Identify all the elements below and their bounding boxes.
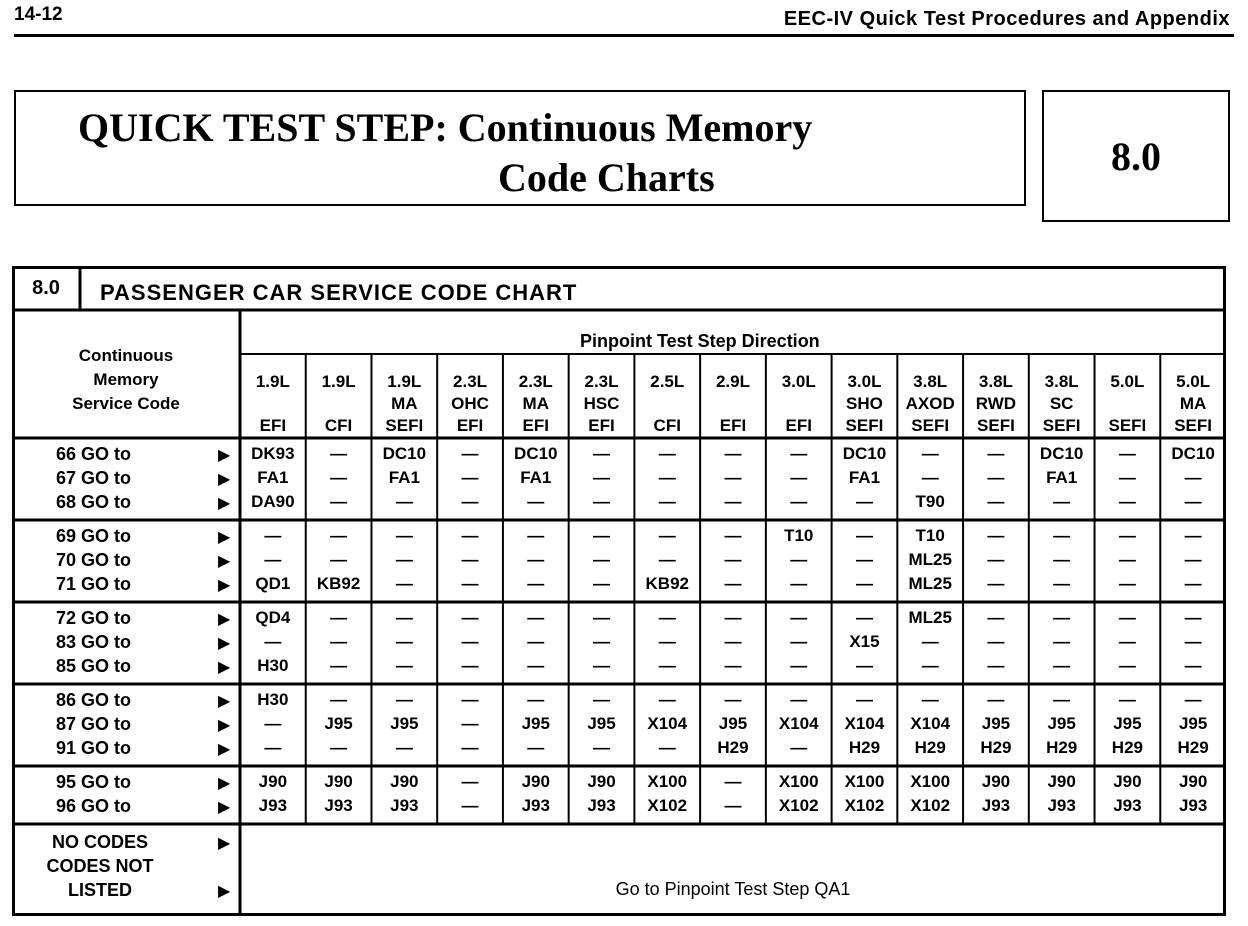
running-head: EEC-IV Quick Test Procedures and Appendix [783,8,1230,30]
code-cell: — [790,690,808,709]
code-cell: J90 [521,772,550,791]
code-cell: — [1053,492,1071,511]
column-header-bottom: EFI [588,416,615,435]
code-cell: — [395,574,413,593]
code-cell: J90 [1047,772,1076,791]
arrow-icon: ▶ [218,553,231,570]
code-cell: FA1 [257,468,289,487]
code-cell: X104 [844,714,885,733]
code-cell: — [1184,690,1202,709]
code-cell: J90 [390,772,419,791]
code-cell: J93 [1047,796,1076,815]
code-cell: — [790,574,808,593]
title-box [14,90,1026,206]
arrow-icon: ▶ [218,799,231,816]
code-cell: — [593,608,611,627]
service-code-label: 68 GO to [56,492,132,512]
code-cell: — [527,574,545,593]
code-cell: — [855,492,873,511]
header-rule [14,34,1234,37]
code-cell: — [395,492,413,511]
code-cell: — [987,444,1005,463]
arrow-icon: ▶ [218,495,231,512]
code-cell: — [461,444,479,463]
code-cell: — [395,632,413,651]
code-cell: X102 [844,796,885,815]
code-cell: H29 [1111,738,1143,757]
code-cell: J93 [390,796,419,815]
code-cell: — [1053,608,1071,627]
code-cell: J93 [981,796,1011,815]
code-cell: H29 [1046,738,1078,757]
code-cell: — [1118,492,1136,511]
code-cell: — [855,526,873,545]
code-cell: H29 [848,738,881,757]
code-cell: — [987,608,1005,627]
arrow-icon: ▶ [218,447,231,464]
code-cell: J90 [587,772,616,791]
code-cell: — [330,608,348,627]
code-cell: — [921,632,939,651]
code-cell: QD1 [255,574,291,593]
code-cell: — [461,468,479,487]
column-header-top: 5.0L [1110,372,1145,391]
code-cell: H29 [980,738,1012,757]
code-cell: J95 [390,714,419,733]
service-code-label: 66 GO to [56,444,132,464]
code-cell: — [724,550,742,569]
code-cell: FA1 [848,468,881,487]
code-cell: DC10 [1171,444,1215,463]
column-header-bottom: SEFI [1108,416,1147,435]
code-cell: — [724,632,742,651]
column-header-bottom: EFI [785,416,812,435]
code-cell: — [855,574,873,593]
code-cell: — [724,796,742,815]
code-cell: — [461,738,479,757]
code-cell: — [855,550,873,569]
code-cell: — [1118,550,1136,569]
code-cell: — [395,526,413,545]
code-cell: — [461,608,479,627]
arrow-icon: ▶ [218,577,231,594]
code-cell: DC10 [514,444,558,463]
code-cell: X100 [910,772,951,791]
code-cell: — [987,550,1005,569]
code-cell: — [658,690,676,709]
code-cell: — [987,526,1005,545]
column-header-bottom: CFI [324,416,353,435]
arrow-icon: ▶ [218,693,231,710]
code-cell: FA1 [388,468,420,487]
code-cell: — [1184,550,1202,569]
code-cell: — [724,608,742,627]
code-cell: — [724,444,742,463]
code-cell: — [987,656,1005,675]
code-cell: — [527,738,545,757]
code-cell: DK93 [251,444,295,463]
code-cell: — [395,550,413,569]
code-cell: J90 [324,772,353,791]
code-cell: — [461,574,479,593]
arrow-icon: ▶ [218,635,231,652]
code-cell: — [593,656,611,675]
code-cell: — [461,714,479,733]
code-cell: — [921,656,939,675]
code-cell: J93 [324,796,353,815]
column-header-top: 3.8L [1044,372,1079,391]
code-cell: FA1 [1046,468,1078,487]
code-cell: — [790,738,808,757]
code-cell: — [1118,526,1136,545]
section-title: PASSENGER CAR SERVICE CODE CHART [100,280,578,305]
code-cell: X100 [844,772,885,791]
code-cell: — [724,772,742,791]
arrow-icon: ▶ [218,717,231,734]
code-cell: — [987,632,1005,651]
code-cell: — [1184,492,1202,511]
code-cell: — [461,550,479,569]
code-cell: T10 [784,526,814,545]
footer-instruction: Go to Pinpoint Test Step QA1 [615,879,851,899]
code-cell: — [855,656,873,675]
code-cell: — [1053,656,1071,675]
code-cell: — [1053,550,1071,569]
code-cell: — [527,526,545,545]
code-cell: — [264,550,282,569]
column-header-top: 1.9L [321,372,356,391]
column-header-top: RWD [975,394,1017,413]
code-cell: — [527,656,545,675]
code-cell: — [330,444,348,463]
code-cell: — [593,738,611,757]
code-cell: KB92 [316,574,361,593]
column-header-bottom: SEFI [385,416,424,435]
code-cell: — [724,526,742,545]
service-code-label: 86 GO to [56,690,132,710]
arrow-icon: ▶ [218,611,231,628]
code-cell: — [330,468,348,487]
code-cell: — [987,690,1005,709]
column-header-top: MA [522,394,549,413]
code-cell: ML25 [908,574,952,593]
code-cell: — [461,526,479,545]
code-cell: — [658,632,676,651]
service-code-label: 83 GO to [56,632,132,652]
code-cell: — [1118,608,1136,627]
code-cell: H30 [257,690,289,709]
code-cell: J95 [718,714,748,733]
code-cell: — [658,492,676,511]
code-cell: — [1184,526,1202,545]
arrow-icon: ▶ [218,529,231,546]
arrow-icon: ▶ [218,883,231,900]
code-cell: J93 [1113,796,1142,815]
code-cell: — [1118,468,1136,487]
code-cell: FA1 [520,468,552,487]
column-header-bottom: SEFI [1042,416,1081,435]
code-cell: — [658,656,676,675]
code-cell: — [264,632,282,651]
column-header-top: 3.8L [913,372,948,391]
column-header-top: 3.8L [978,372,1013,391]
code-cell: — [1053,574,1071,593]
code-cell: — [330,690,348,709]
code-cell: — [395,608,413,627]
column-header-bottom: SEFI [845,416,884,435]
code-cell: — [1118,444,1136,463]
service-code-label: 69 GO to [56,526,132,546]
section-number: 8.0 [32,277,60,299]
service-code-label: 85 GO to [56,656,132,676]
code-cell: J95 [324,714,353,733]
code-cell: KB92 [645,574,689,593]
code-cell: J95 [981,714,1011,733]
code-cell: — [1184,608,1202,627]
code-cell: H29 [914,738,946,757]
code-cell: — [593,632,611,651]
code-cell: — [790,656,808,675]
code-cell: — [527,608,545,627]
code-cell: — [987,468,1005,487]
code-cell: — [658,608,676,627]
column-header-top: AXOD [905,394,955,413]
code-cell: — [461,656,479,675]
arrow-icon: ▶ [218,659,231,676]
code-cell: — [724,492,742,511]
code-cell: J95 [1047,714,1076,733]
code-cell: — [395,738,413,757]
code-cell: J95 [521,714,550,733]
code-cell: — [790,550,808,569]
code-cell: X100 [778,772,819,791]
column-header-top: HSC [583,394,620,413]
column-header-bottom: SEFI [911,416,950,435]
service-code-label: 67 GO to [56,468,132,488]
column-header-top: 2.9L [715,372,750,391]
code-cell: — [1184,574,1202,593]
code-cell: ML25 [908,550,952,569]
code-cell: J93 [1178,796,1208,815]
column-header-top: OHC [451,394,489,413]
step-number-box [1042,90,1230,222]
code-cell: — [593,526,611,545]
code-cell: J90 [1113,772,1142,791]
code-cell: — [658,550,676,569]
column-header-top: 2.3L [518,372,553,391]
code-cell: — [395,656,413,675]
code-cell: — [527,492,545,511]
service-code-label: 71 GO to [56,574,132,594]
code-cell: J95 [1113,714,1142,733]
code-cell: — [921,690,939,709]
row-header-line: Continuous [78,346,174,365]
footer-label: NO CODES [51,832,148,852]
column-header-top: SC [1049,394,1074,413]
code-cell: — [395,690,413,709]
title-line-1: QUICK TEST STEP: Continuous Memory [78,105,813,150]
column-header-top: 3.0L [847,372,882,391]
code-cell: T10 [915,526,945,545]
code-cell: — [1053,632,1071,651]
code-cell: — [1184,468,1202,487]
code-cell: — [921,444,939,463]
code-cell: X102 [778,796,819,815]
code-cell: — [461,690,479,709]
arrow-icon: ▶ [218,471,231,488]
code-cell: — [593,690,611,709]
code-cell: DC10 [382,444,427,463]
code-cell: — [330,526,348,545]
column-header-top: 2.3L [453,372,488,391]
code-cell: — [461,796,479,815]
code-cell: J90 [1178,772,1208,791]
arrow-icon: ▶ [218,741,231,758]
code-cell: — [724,656,742,675]
arrow-icon: ▶ [218,775,231,792]
code-cell: — [461,492,479,511]
column-header-top: 5.0L [1176,372,1211,391]
code-cell: — [1053,526,1071,545]
code-cell: — [724,468,742,487]
code-cell: J90 [258,772,288,791]
column-header-top: 2.3L [584,372,619,391]
code-cell: — [724,574,742,593]
code-cell: — [1184,656,1202,675]
code-cell: X104 [910,714,951,733]
footer-label: LISTED [67,880,132,900]
code-cell: — [330,492,348,511]
code-cell: J95 [1178,714,1208,733]
code-cell: X102 [910,796,951,815]
code-cell: H30 [257,656,289,675]
column-header-top: 3.0L [781,372,816,391]
code-cell: — [593,492,611,511]
code-cell: — [264,714,282,733]
service-code-label: 72 GO to [56,608,132,628]
code-cell: — [593,468,611,487]
code-cell: — [527,632,545,651]
code-cell: — [855,690,873,709]
code-cell: J90 [981,772,1011,791]
code-cell: — [593,574,611,593]
code-cell: H29 [1177,738,1209,757]
page-number: 14-12 [14,4,63,25]
column-header-top: MA [1179,394,1207,413]
row-header-line: Memory [93,370,159,389]
service-code-label: 91 GO to [56,738,132,758]
code-cell: — [1118,690,1136,709]
service-code-label: 87 GO to [56,714,132,734]
code-cell: — [790,492,808,511]
code-cell: — [658,444,676,463]
code-cell: — [593,550,611,569]
column-header-bottom: EFI [719,416,747,435]
code-cell: — [1118,632,1136,651]
code-cell: X104 [778,714,819,733]
code-cell: J93 [258,796,288,815]
code-cell: — [1118,656,1136,675]
code-cell: — [987,574,1005,593]
code-cell: — [921,468,939,487]
column-header-top: 2.5L [650,372,685,391]
code-cell: — [1184,632,1202,651]
code-cell: — [855,608,873,627]
code-cell: — [790,608,808,627]
code-cell: — [790,632,808,651]
code-cell: T90 [915,492,945,511]
service-code-label: 96 GO to [56,796,132,816]
column-header-bottom: EFI [522,416,549,435]
column-header-top: 1.9L [255,372,290,391]
code-cell: H29 [717,738,749,757]
service-code-chart [12,266,1226,916]
code-cell: — [461,632,479,651]
code-cell: — [790,444,808,463]
code-cell: — [593,444,611,463]
code-cell: — [330,656,348,675]
code-cell: J93 [521,796,550,815]
step-number: 8.0 [1111,133,1161,179]
code-cell: — [658,526,676,545]
code-cell: J93 [587,796,616,815]
code-cell: X102 [647,796,688,815]
code-cell: X100 [647,772,688,791]
code-cell: — [264,738,282,757]
column-header-bottom: EFI [259,416,287,435]
column-header-bottom: CFI [653,416,681,435]
code-cell: X15 [849,632,880,651]
code-cell: X104 [647,714,688,733]
code-cell: — [1118,574,1136,593]
code-cell: — [330,550,348,569]
row-header-line: Service Code [72,394,180,413]
code-cell: J95 [587,714,616,733]
code-cell: — [461,772,479,791]
column-header-top: MA [391,394,418,413]
service-code-label: 95 GO to [56,772,132,792]
code-cell: DA90 [251,492,295,511]
code-cell: ML25 [908,608,952,627]
code-cell: — [987,492,1005,511]
code-cell: — [658,468,676,487]
code-cell: — [330,738,348,757]
code-cell: — [527,550,545,569]
code-cell: — [1053,690,1071,709]
code-cell: QD4 [255,608,291,627]
column-header-top: 1.9L [387,372,422,391]
code-cell: — [658,738,676,757]
code-cell: — [724,690,742,709]
code-cell: — [790,468,808,487]
column-header-bottom: SEFI [1174,416,1213,435]
code-cell: — [527,690,545,709]
code-cell: DC10 [1039,444,1084,463]
code-cell: — [264,526,282,545]
code-cell: — [330,632,348,651]
service-code-label: 70 GO to [56,550,132,570]
column-header-bottom: SEFI [977,416,1015,435]
code-cell: DC10 [842,444,887,463]
column-header-bottom: EFI [456,416,484,435]
footer-label: CODES NOT [46,856,154,876]
title-line-2: Code Charts [498,155,715,200]
arrow-icon: ▶ [218,835,231,852]
column-group-header: Pinpoint Test Step Direction [580,331,820,351]
column-header-top: SHO [846,394,883,413]
